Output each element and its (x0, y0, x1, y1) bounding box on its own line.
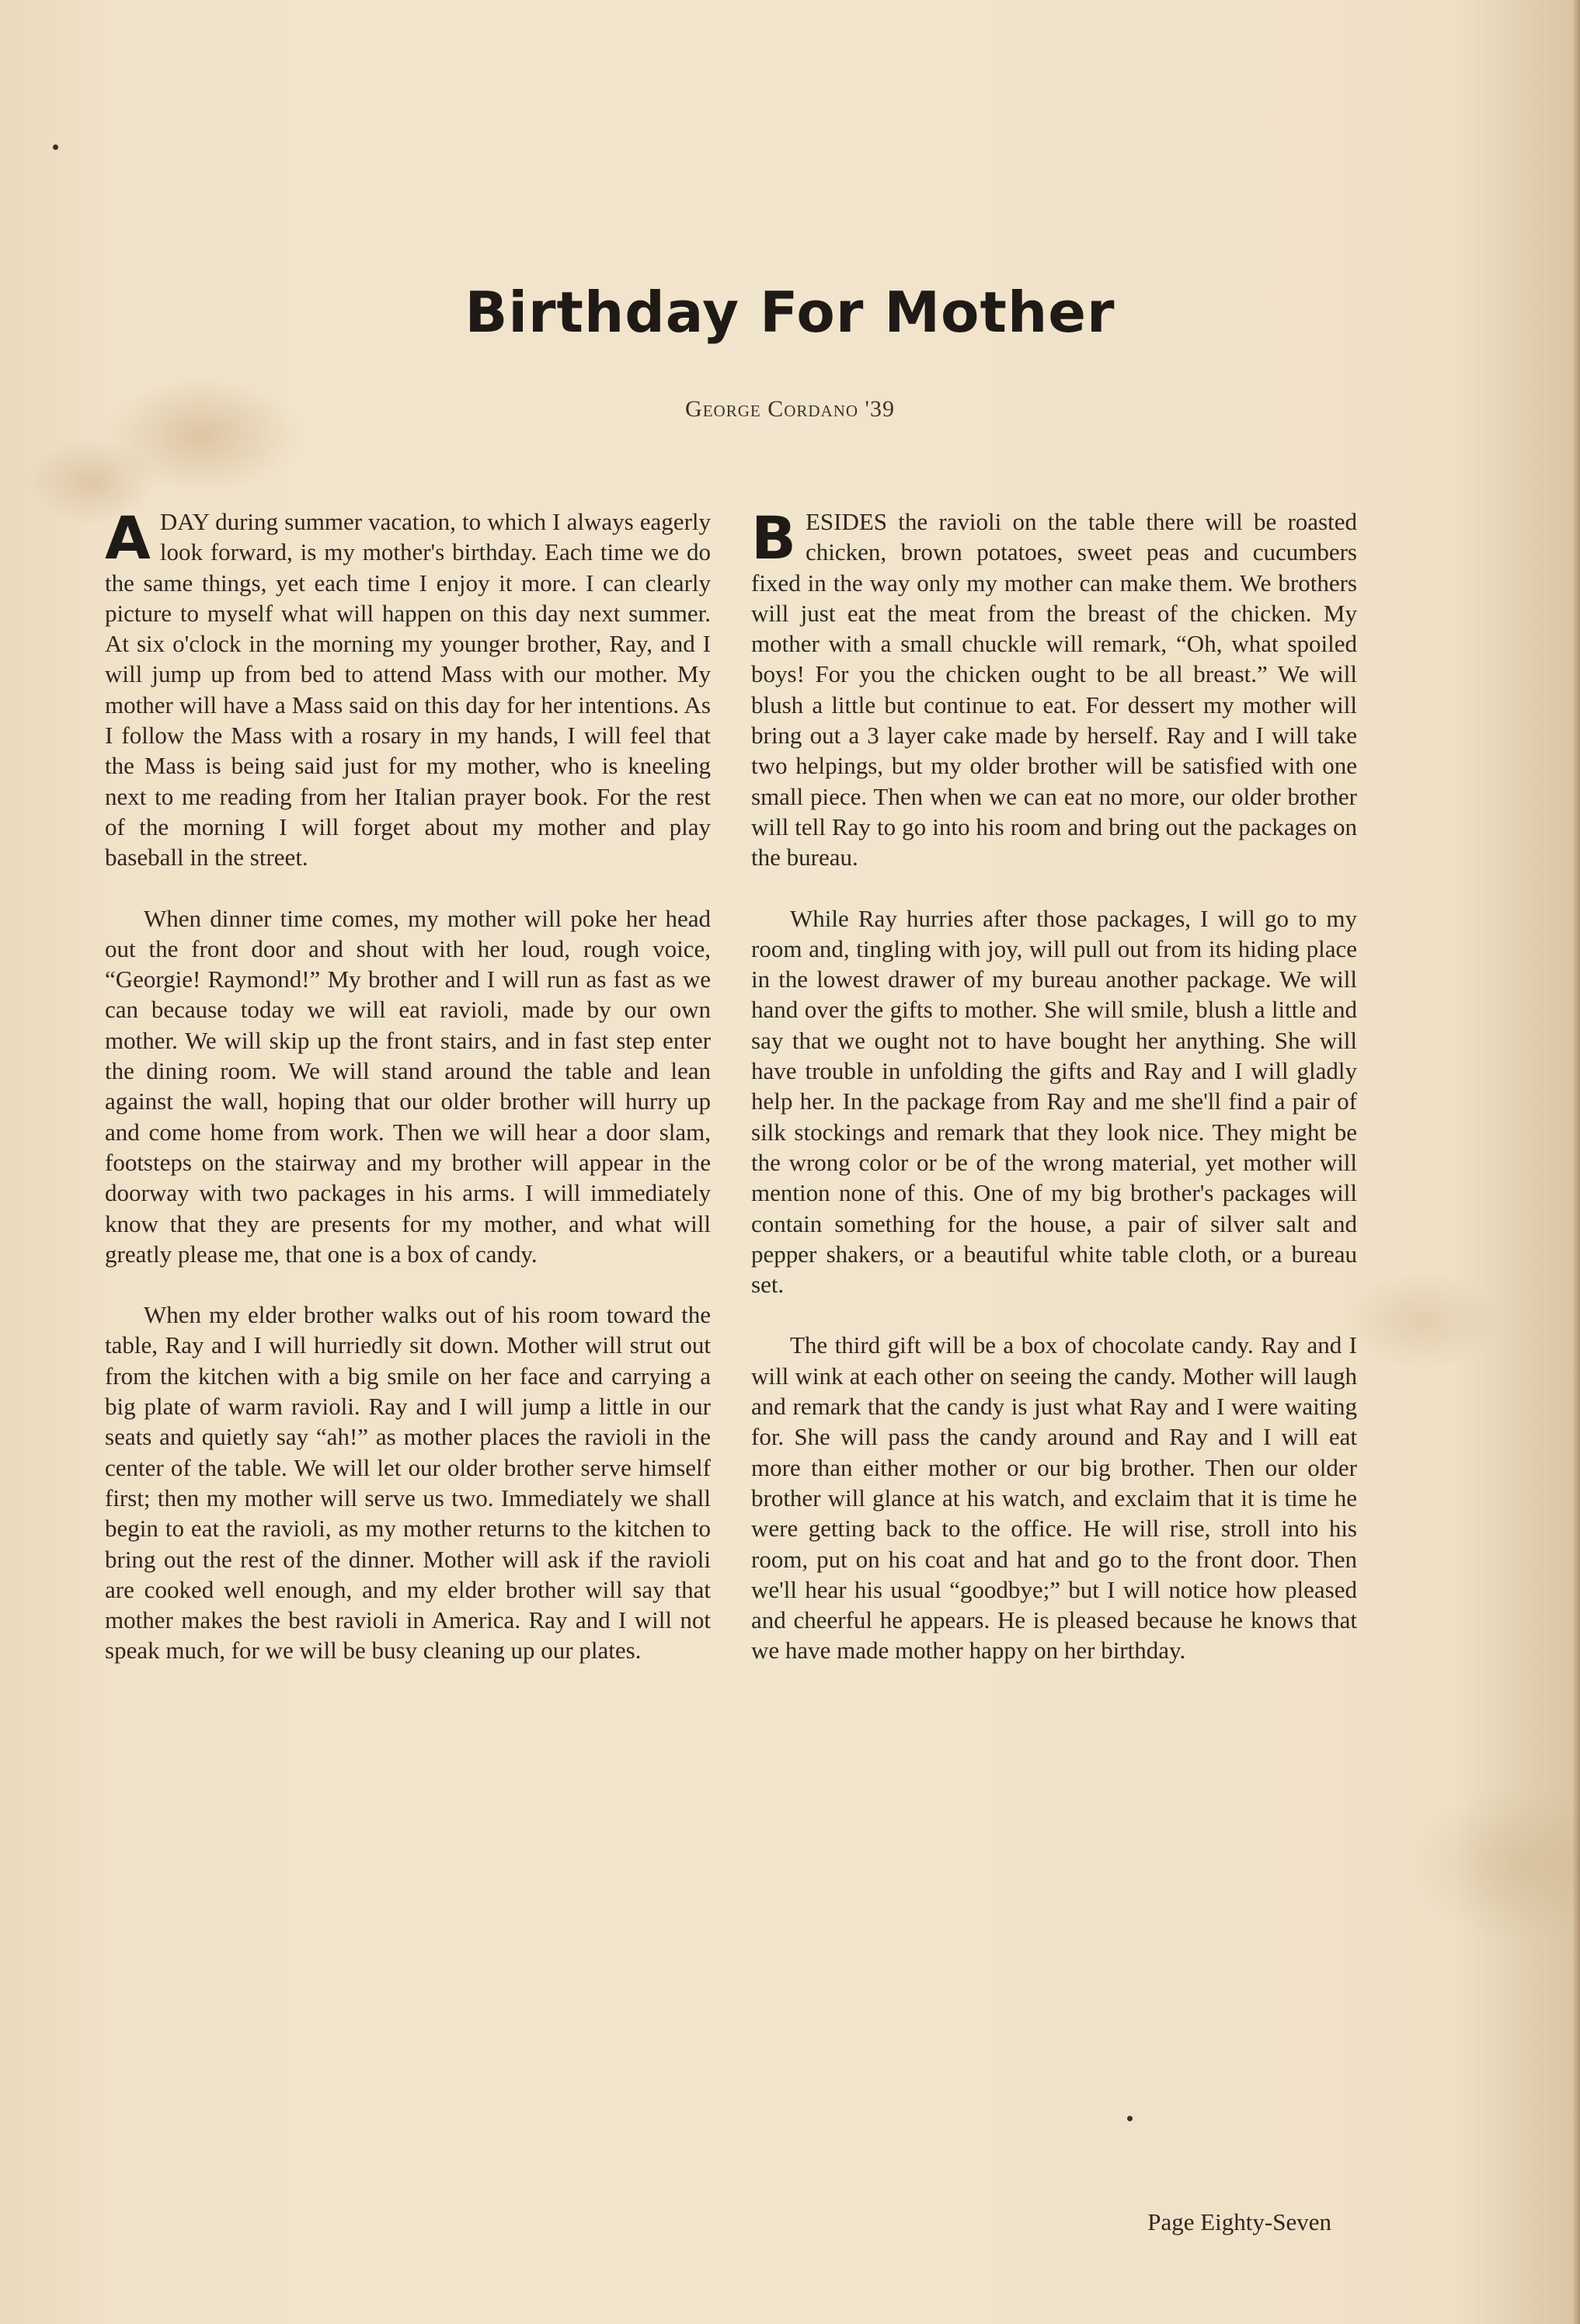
left-paragraph-3: When my elder brother walks out of his room toward the table, Ray and I will hurriedly sit down. Mother will strut out from the kitchen with a big smile on her face and carrying a big plate of warm ravioli. Ray and I will jump a little in our seats and quietly say “ah!” as mother places the ravioli in the center of the table. We will let our older brother serve himself first; then my mother will serve us two. Immediately we shall begin to eat the ravioli, as my mother returns to the kitchen to bring out the rest of the dinner. Mother will ask if the ravioli are cooked well enough, and my elder brother will say that mother makes the best ravioli in America. Ray and I will not speak much, for we will be busy cleaning up our plates. (105, 1301, 711, 1665)
right-paragraph-1 (751, 503, 1357, 873)
drop-cap-a: A (105, 503, 151, 572)
page-number: Page Eighty-Seven (1147, 2208, 1331, 2235)
left-paragraph-2: When dinner time comes, my mother will poke her head out the front door and shout with her loud, rough voice, “Georgie! Raymond!” My brother and I will run as fast as we can because today we will eat ravioli, made by our own mother. We will skip up the front stairs, and in fast step enter the dining room. We will stand around the table and lean against the wall, hoping that our older brother will hurry up and come home from work. Then we will hear a door slam, footsteps on the stairway and my brother will appear in the doorway with two packages in his arms. I will immediately know that they are presents for my mother, and what will greatly please me, that one is a box of candy. (105, 904, 711, 1268)
drop-cap-b: B (751, 503, 796, 572)
right-column (751, 503, 1357, 1696)
right-paragraph-2: While Ray hurries after those packages, I will go to my room and, tingling with joy, will pull out from its hiding place in the lowest drawer of my bureau another package. We will hand over the gifts to mother. She will smile, blush a little and say that we ought not to have bought her anything. She will have trouble in unfolding the gifts and Ray and I will gladly help her. In the package from Ray and me she'll find a pair of silk stockings and remark that they look nice. They might be the wrong color or be of the wrong material, yet mother will mention none of this. One of my big brother's packages will contain something for the house, a pair of silver salt and pepper shakers, or a beautiful white table cloth, or a bureau set. (751, 904, 1357, 1299)
ink-speck (1127, 2116, 1133, 2121)
page-edge-shadow (1572, 0, 1580, 2324)
article-title: Birthday For Mother (465, 280, 1115, 345)
right-paragraph-1-text: ESIDES the ravioli on the table there will be roasted chicken, brown potatoes, sweet peas and cucumbers fixed in the way only my mother can make them. We brothers will just eat the meat from the breast of the chicken. My mother with a small chuckle will remark, “Oh, what spoiled boys! For you the chicken ought to be all breast.” We will blush a little but continue to eat. For dessert my mother will bring out a 3 layer cake made by herself. Ray and I will take two helpings, but my older brother will be satisfied with one small piece. Then when we can eat no more, our older brother will tell Ray to go into his room and bring out the packages on the bureau. (751, 508, 1357, 872)
ink-speck (53, 144, 58, 150)
right-paragraph-3: The third gift will be a box of chocolate candy. Ray and I will wink at each other on seeing the candy. Mother will laugh and remark that the candy is just what Ray and I were waiting for. She will pass the candy around and Ray and I will eat more than either mother or our big brother. Then our older brother will glance at his watch, and exclaim that it is time he were getting back to the office. He will rise, stroll into his room, put on his coat and hat and go to the front door. Then we'll hear his usual “goodbye;” but I will notice how pleased and cheerful he appears. He is pleased because he knows that we have made mother happy on her birthday. (751, 1331, 1357, 1665)
left-paragraph-1 (105, 503, 711, 873)
article-byline: George Cordano '39 (685, 396, 895, 422)
left-paragraph-1-text: DAY during summer vacation, to which I always eagerly look forward, is my mother's birthday. Each time we do the same things, yet each time I enjoy it more. I can clearly picture to myself what will happen on this day next summer. At six o'clock in the morning my younger brother, Ray, and I will jump up from bed to attend Mass with our mother. My mother will have a Mass said on this day for her intentions. As I follow the Mass with a rosary in my hands, I will feel that the Mass is being said just for my mother, who is kneeling next to me reading from her Italian prayer book. For the rest of the morning I will forget about my mother and play baseball in the street. (105, 508, 711, 872)
left-column (105, 503, 711, 1696)
